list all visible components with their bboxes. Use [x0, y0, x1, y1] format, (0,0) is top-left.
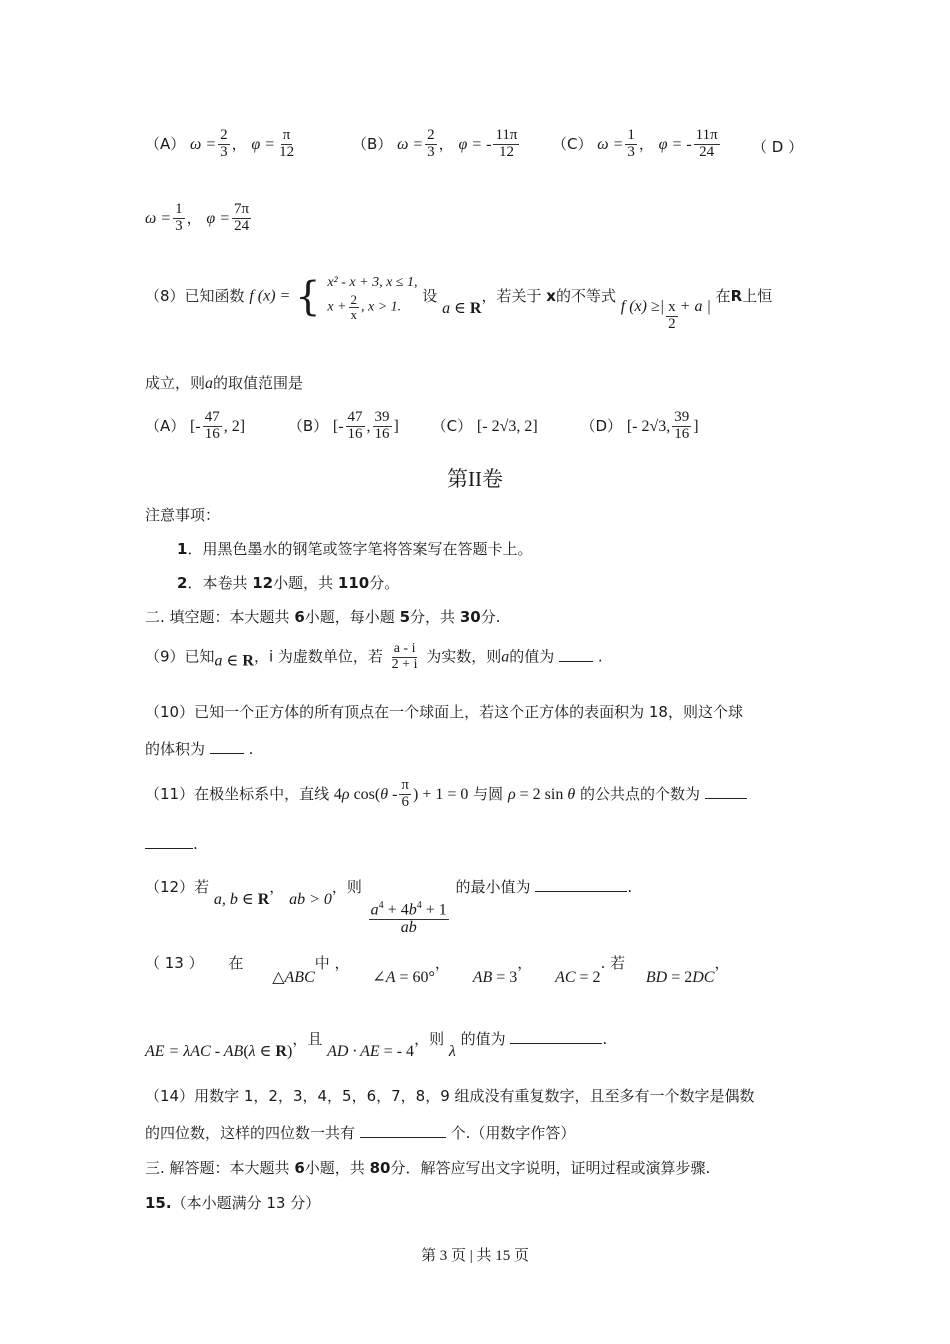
answer-blank[interactable]	[360, 1123, 446, 1138]
question-13-line2: AE = λAC - AB(λ ∈ R)，且 AD · AE = - 4，则 λ 的值为 .	[145, 1030, 608, 1060]
notice-heading: 注意事项：	[145, 506, 221, 524]
solution-section-heading: 三. 解答题：本大题共 6小题，共 80分．解答应写出文字说明，证明过程或演算步骤.	[145, 1159, 711, 1177]
q7-option-c: （C） ω = $\frac{1}{3}$ ， φ = - $\frac{11\pi}{24}$	[552, 127, 718, 160]
fill-section-heading: 二. 填空题：本大题共 6小题，每小题 5分，共 30分.	[145, 608, 501, 626]
page-footer: 第 3 页 | 共 15 页	[420, 1248, 529, 1264]
q7-option-d-label: （ D ）	[752, 138, 804, 156]
q8-stem-line2: 成立，则a的取值范围是	[145, 374, 304, 392]
question-13: （ 13 ） 在 △ABC中 ， ∠A = 60°， AB = 3， AC = 2. 若 BD = 2DC，	[145, 954, 730, 986]
question-14: （14）用数字 1，2，3，4，5，6，7，8，9 组成没有重复数字，且至多有一个数字是偶数	[145, 1087, 755, 1105]
q7-option-b: （B） ω = $\frac{2}{3}$ ， φ = - $\frac{11\pi}{12}$	[352, 127, 518, 160]
q8-options: （A） [- $\frac{47}{16}$ , 2] （B） [- $\frac{47}{16}$ , $\frac{39}{16}$ ] （C） [- 2√3, 2] （D） [- 2√3, $\frac{39}{16}$ ]	[145, 409, 699, 442]
answer-blank[interactable]	[705, 784, 747, 799]
piecewise-function: x² - x + 3, x ≤ 1, x + $\frac{2}{x}$ , x > 1.	[327, 275, 418, 322]
notice-item-1: 1．用黑色墨水的钢笔或签字笔将答案写在答题卡上。	[177, 540, 533, 558]
piecewise-brace: {	[295, 273, 321, 320]
notice-item-2: 2．本卷共 12小题，共 110分。	[177, 574, 400, 592]
question-14-line2: 的四位数，这样的四位数一共有 个.（用数字作答）	[145, 1124, 576, 1142]
question-9: （9）已知a ∈ R，i 为虚数单位，若 $\frac{a - i}{2 + i}$ 为实数，则a的值为 .	[145, 641, 603, 672]
section-title: 第II卷	[447, 467, 503, 491]
question-10-line2: 的体积为 .	[145, 740, 254, 758]
question-12: （12）若 a, b ∈ R， ab > 0，则 $\frac{a^4 + 4b^4 + 1}{ab}$ 的最小值为 .	[145, 878, 633, 936]
question-11-line2: .	[145, 834, 198, 853]
answer-blank[interactable]	[210, 739, 244, 754]
answer-blank[interactable]	[535, 877, 627, 892]
question-11: （11）在极坐标系中，直线 4ρ cos(θ - $\frac{\pi}{6}$ ) + 1 = 0 与圆 ρ = 2 sin θ 的公共点的个数为	[145, 778, 747, 811]
question-15-heading: 15.（本小题满分 13 分）	[145, 1194, 321, 1212]
answer-blank[interactable]	[145, 834, 193, 849]
answer-blank[interactable]	[559, 647, 593, 662]
q7-option-d: ω = $\frac{1}{3}$ ， φ = $\frac{7\pi}{24}$	[145, 201, 250, 234]
answer-blank[interactable]	[510, 1029, 602, 1044]
q8-stem: （8）已知函数 f (x) = { x² - x + 3, x ≤ 1, x + $\frac{2}{x}$ , x > 1. 设 a ∈ R，若关于 x的不等式 f (x) ≥| $\frac{x}{2}$ + a | 在R上恒	[145, 273, 773, 332]
q7-option-a: （A） ω = $\frac{2}{3}$ ， φ = $\frac{\pi}{12}$	[145, 127, 295, 160]
question-10: （10）已知一个正方体的所有顶点在一个球面上，若这个正方体的表面积为 18，则这个球	[145, 703, 743, 721]
q7-options-row	[145, 128, 298, 161]
